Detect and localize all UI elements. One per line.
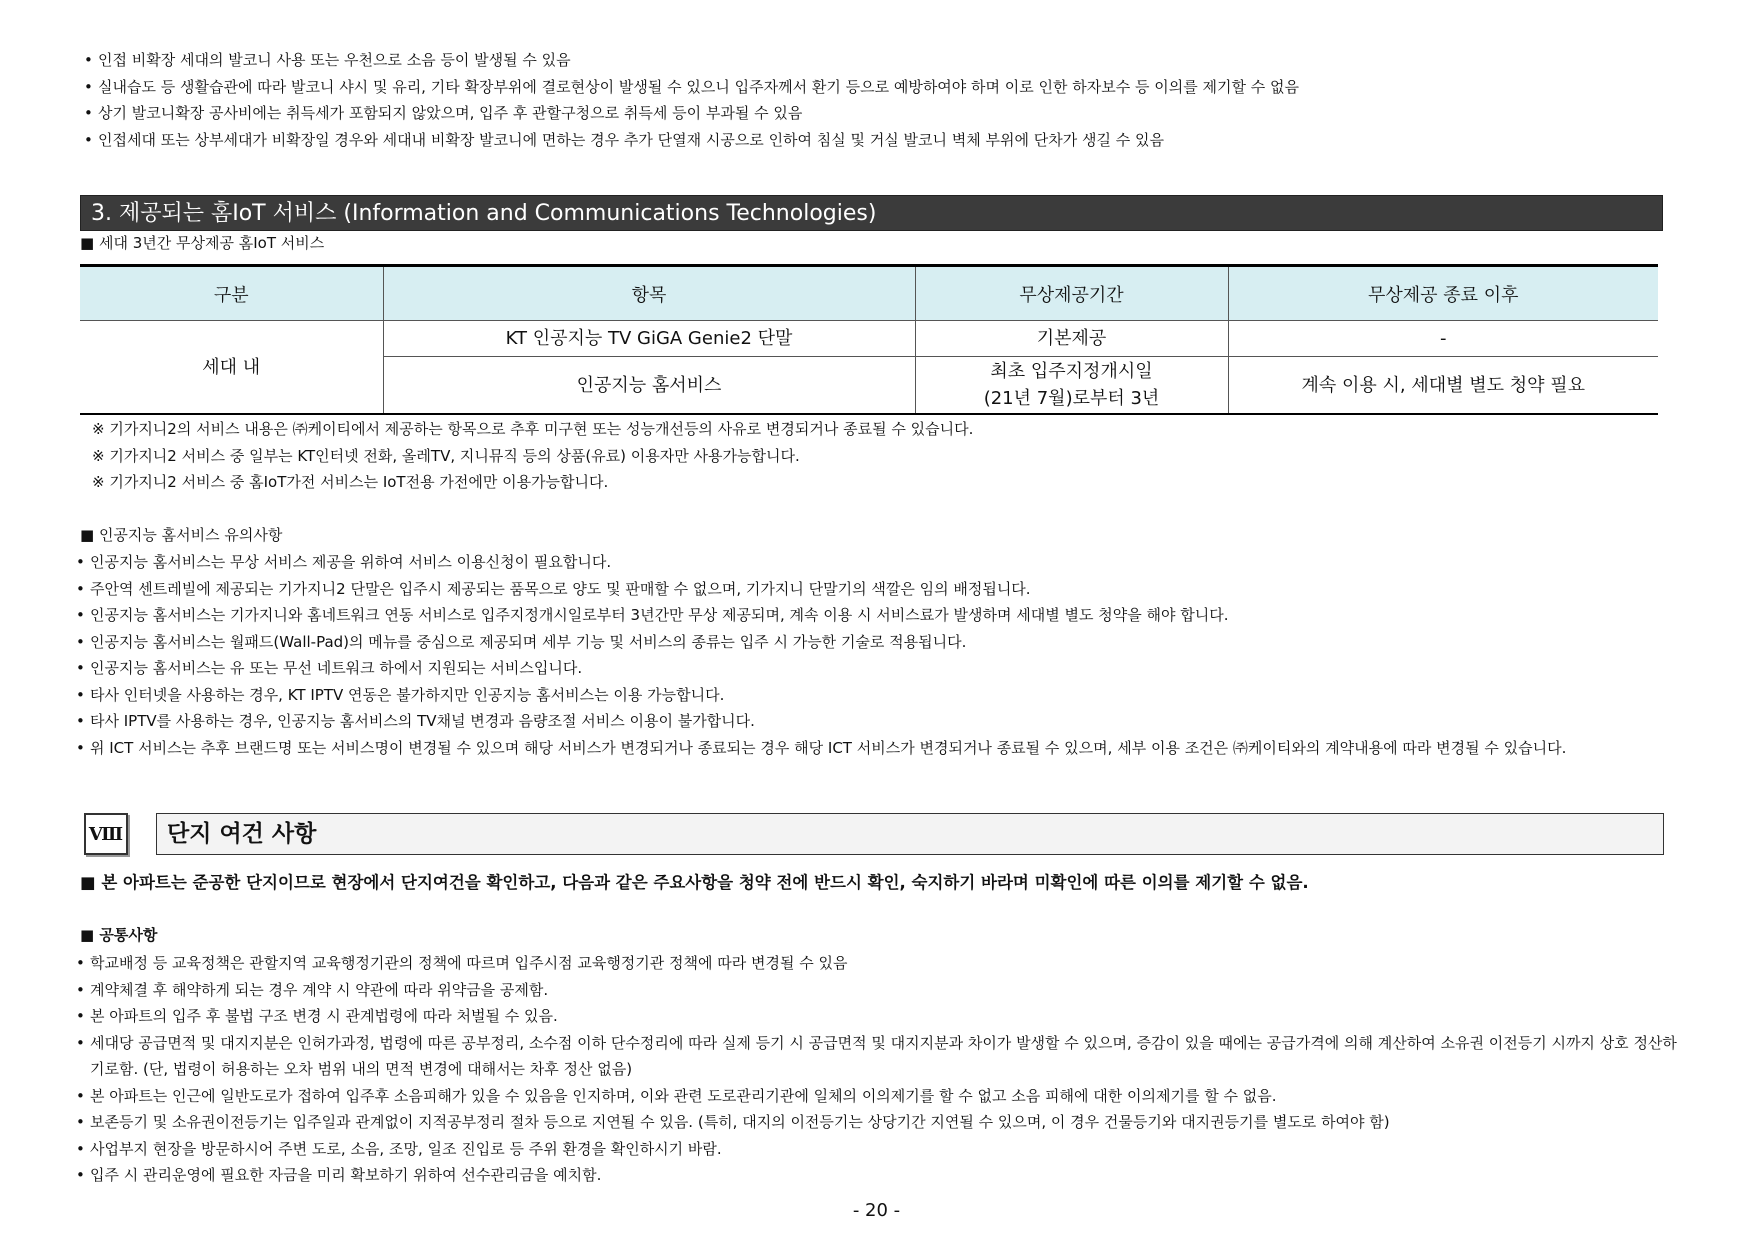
square-bullet-icon: ■ bbox=[80, 234, 95, 252]
note-text: ※ 기가지니2의 서비스 내용은 ㈜케이티에서 제공하는 항목으로 추후 미구현 또는 성능개선등의 사유로 변경되거나 종료될 수 있습니다. bbox=[92, 420, 974, 438]
list-item: • 인공지능 홈서비스는 기가지니와 홈네트워크 연동 서비스로 입주지정개시일로부터 3년간만 무상 제공되며, 계속 이용 시 서비스료가 발생하며 세대별 별도 청약을 해야 합니다. bbox=[76, 602, 1676, 629]
table-header-cell: 항목 bbox=[383, 266, 915, 321]
list-item: • 실내습도 등 생활습관에 따라 발코니 샤시 및 유리, 기타 확장부위에 결로현상이 발생될 수 있으니 입주자께서 환기 등으로 예방하여야 하며 이로 인한 하자보수 등 이의를 제기할 수 없음 bbox=[84, 74, 1299, 101]
list-item: • 주안역 센트레빌에 제공되는 기가지니2 단말은 입주시 제공되는 품목으로 양도 및 판매할 수 없으며, 기가지니 단말기의 색깔은 임의 배정됩니다. bbox=[76, 576, 1676, 603]
list-item: • 상기 발코니확장 공사비에는 취득세가 포함되지 않았으며, 입주 후 관할구청으로 취득세 등이 부과될 수 있음 bbox=[84, 100, 1299, 127]
list-item: • 세대당 공급면적 및 대지지분은 인허가과정, 법령에 따른 공부정리, 소수점 이하 단수정리에 따라 실제 등기 시 공급면적 및 대지지분과 차이가 발생할 수 있으며, 증감이 있을 때에는 공급가격에 의해 계산하여 소유권 이전등기 시까지 상호 정산하기로함. (단, 법령이 허용하는 오차 범위 내의 면적 변경에 대해서는 차후 정산 없음) bbox=[76, 1030, 1690, 1083]
table-row bbox=[80, 321, 1658, 357]
list-item: • 타사 IPTV를 사용하는 경우, 인공지능 홈서비스의 TV채널 변경과 음량조절 서비스 이용이 불가합니다. bbox=[76, 708, 1676, 735]
list-item: • 인접세대 또는 상부세대가 비확장일 경우와 세대내 비확장 발코니에 면하는 경우 추가 단열재 시공으로 인하여 침실 및 거실 발코니 벽체 부위에 단차가 생길 수 있음 bbox=[84, 127, 1299, 154]
list-item: • 위 ICT 서비스는 추후 브랜드명 또는 서비스명이 변경될 수 있으며 해당 서비스가 변경되거나 종료되는 경우 해당 ICT 서비스가 변경되거나 종료될 수 있으며, 세부 이용 조건은 ㈜케이티와의 계약내용에 따라 변경될 수 있습니다. bbox=[76, 735, 1680, 762]
list-item: • 타사 인터넷을 사용하는 경우, KT IPTV 연동은 불가하지만 인공지능 홈서비스는 이용 가능합니다. bbox=[76, 682, 1676, 709]
common-list bbox=[76, 950, 1686, 1189]
table-cell: 기본제공 bbox=[915, 321, 1228, 357]
ai-service-list bbox=[76, 549, 1676, 761]
list-item: • 계약체결 후 해약하게 되는 경우 계약 시 약관에 따라 위약금을 공제함. bbox=[76, 977, 1686, 1004]
table-cell: 계속 이용 시, 세대별 별도 청약 필요 bbox=[1228, 357, 1658, 415]
list-item: • 본 아파트는 인근에 일반도로가 접하여 입주후 소음피해가 있을 수 있음을 인지하며, 이와 관련 도로관리기관에 일체의 이의제기를 할 수 없고 소음 피해에 대한 이의제기를 할 수 없음. bbox=[76, 1083, 1686, 1110]
page-number: - 20 - bbox=[852, 1200, 901, 1221]
note-text: ※ 기가지니2 서비스 중 홈IoT가전 서비스는 IoT전용 가전에만 이용가능합니다. bbox=[92, 473, 609, 491]
ai-service-title: ■ 인공지능 홈서비스 유의사항 bbox=[80, 526, 283, 544]
list-item: • 인공지능 홈서비스는 월패드(Wall-Pad)의 메뉴를 중심으로 제공되며 세부 기능 및 서비스의 종류는 입주 시 가능한 기술로 적용됩니다. bbox=[76, 629, 1676, 656]
note-text: ※ 기가지니2 서비스 중 일부는 KT인터넷 전화, 올레TV, 지니뮤직 등의 상품(유료) 이용자만 사용가능합니다. bbox=[92, 446, 800, 465]
list-item: • 본 아파트의 입주 후 불법 구조 변경 시 관계법령에 따라 처벌될 수 있음. bbox=[76, 1003, 1686, 1030]
section-title-bar: 3. 제공되는 홈IoT 서비스 (Information and Communications Technologies) bbox=[80, 195, 1663, 231]
table-cell: - bbox=[1228, 321, 1658, 357]
table-header-row bbox=[80, 266, 1658, 321]
list-item: • 학교배정 등 교육정책은 관할지역 교육행정기관의 정책에 따르며 입주시점 교육행정기관 정책에 따라 변경될 수 있음 bbox=[76, 950, 1686, 977]
list-item: • 인공지능 홈서비스는 무상 서비스 제공을 위하여 서비스 이용신청이 필요합니다. bbox=[76, 549, 1676, 576]
table-cell: KT 인공지능 TV GiGA Genie2 단말 bbox=[383, 321, 915, 357]
table-header-cell: 무상제공 종료 이후 bbox=[1228, 266, 1658, 321]
table-header-cell: 구분 bbox=[80, 266, 383, 321]
chapter-title: 단지 여건 사항 bbox=[156, 813, 1664, 855]
chapter-notice: ■ 본 아파트는 준공한 단지이므로 현장에서 단지여건을 확인하고, 다음과 같은 주요사항을 청약 전에 반드시 확인, 숙지하기 바라며 미확인에 따른 이의를 제기할 수 없음. bbox=[80, 873, 1309, 892]
table-cell bbox=[915, 357, 1228, 415]
section-subtitle-text: 세대 3년간 무상제공 홈IoT 서비스 bbox=[98, 234, 325, 252]
list-item: • 입주 시 관리운영에 필요한 자금을 미리 확보하기 위하여 선수관리금을 예치함. bbox=[76, 1162, 1686, 1189]
list-item: • 인공지능 홈서비스는 유 또는 무선 네트워크 하에서 지원되는 서비스입니다. bbox=[76, 655, 1676, 682]
list-item: • 사업부지 현장을 방문하시어 주변 도로, 소음, 조망, 일조 진입로 등 주위 환경을 확인하시기 바람. bbox=[76, 1136, 1686, 1163]
table-cell: 인공지능 홈서비스 bbox=[383, 357, 915, 415]
balcony-notes-list bbox=[84, 47, 1299, 153]
table-notes bbox=[92, 416, 973, 496]
section-subtitle bbox=[80, 232, 324, 253]
iot-service-table bbox=[80, 264, 1658, 415]
list-item: • 인접 비확장 세대의 발코니 사용 또는 우천으로 소음 등이 발생될 수 있음 bbox=[84, 47, 1299, 74]
period-line-2: (21년 7월)로부터 3년 bbox=[983, 388, 1160, 409]
period-line-1: 최초 입주지정개시일 bbox=[990, 361, 1153, 382]
common-title: ■ 공통사항 bbox=[80, 926, 158, 944]
table-cell-group: 세대 내 bbox=[80, 321, 383, 415]
list-item: • 보존등기 및 소유권이전등기는 입주일과 관계없이 지적공부정리 절차 등으로 지연될 수 있음. (특히, 대지의 이전등기는 상당기간 지연될 수 있으며, 이 경우 건물등기와 대지권등기를 별도로 하여야 함) bbox=[76, 1109, 1686, 1136]
chapter-number: Ⅷ bbox=[84, 813, 128, 855]
table-header-cell: 무상제공기간 bbox=[915, 266, 1228, 321]
